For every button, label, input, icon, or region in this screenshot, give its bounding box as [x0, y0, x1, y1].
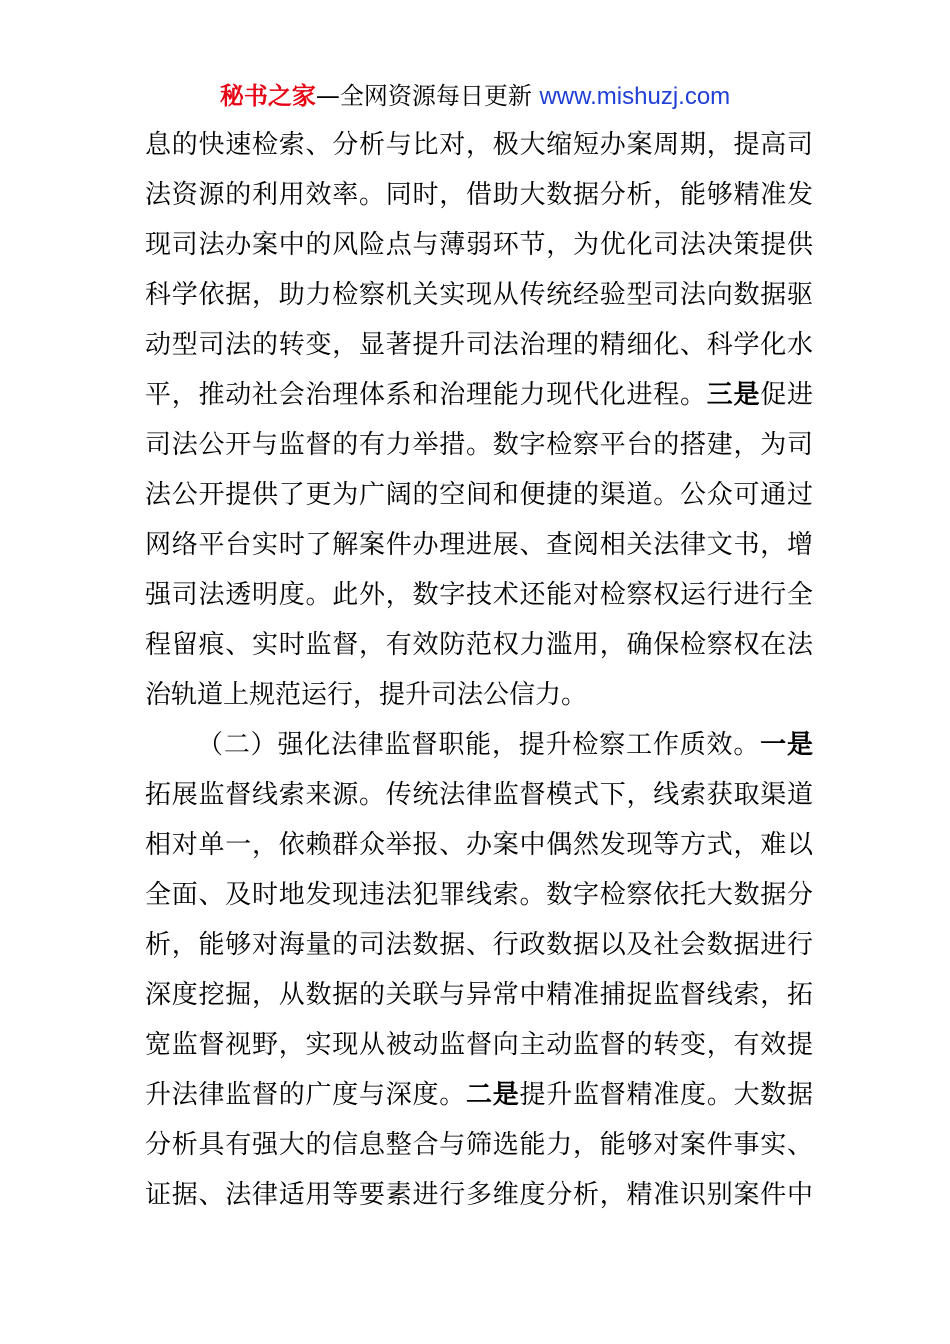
header-tagline: —全网资源每日更新: [315, 82, 540, 110]
text-line: 程留痕、实时监督，有效防范权力滥用，确保检察权在法: [145, 630, 813, 660]
point-two-marker: 二是: [465, 1080, 520, 1110]
text-line: 宽监督视野，实现从被动监督向主动监督的转变，有效提: [145, 1030, 813, 1060]
text-line-paragraph-end: 治轨道上规范运行，提升司法公信力。: [145, 680, 588, 710]
document-body: [145, 120, 813, 1220]
text-line: 法资源的利用效率。同时，借助大数据分析，能够精准发: [145, 180, 813, 210]
brand-name: 秘书之家: [219, 82, 316, 110]
text-line: 强司法透明度。此外，数字技术还能对检察权运行进行全: [145, 580, 813, 610]
text-line: 证据、法律适用等要素进行多维度分析，精准识别案件中: [145, 1180, 813, 1210]
text-line: 深度挖掘，从数据的关联与异常中精准捕捉监督线索，拓: [145, 980, 813, 1010]
point-one-marker: 一是: [760, 730, 813, 760]
text-line: 现司法办案中的风险点与薄弱环节，为优化司法决策提供: [145, 230, 813, 260]
text-line: 司法公开与监督的有力举措。数字检察平台的搭建，为司: [145, 430, 813, 460]
text-line: 全面、及时地发现违法犯罪线索。数字检察依托大数据分: [145, 880, 813, 910]
text-line: 平，推动社会治理体系和治理能力现代化进程。三是促进: [145, 380, 813, 410]
text-line: 网络平台实时了解案件办理进展、查阅相关法律文书，增: [145, 530, 813, 560]
text-line: 拓展监督线索来源。传统法律监督模式下，线索获取渠道: [145, 780, 813, 810]
site-header: [0, 78, 950, 115]
point-three-marker: 三是: [706, 380, 761, 410]
text-line: 科学依据，助力检察机关实现从传统经验型司法向数据驱: [145, 280, 813, 310]
text-line: 分析具有强大的信息整合与筛选能力，能够对案件事实、: [145, 1130, 813, 1160]
section-heading: （二）强化法律监督职能，提升检察工作质效。: [197, 730, 761, 760]
text-line: 升法律监督的广度与深度。二是提升监督精准度。大数据: [145, 1080, 813, 1110]
text-line: 动型司法的转变，显著提升司法治理的精细化、科学化水: [145, 330, 813, 360]
site-url-link[interactable]: www.mishuzj.com: [539, 83, 731, 110]
text-line: 息的快速检索、分析与比对，极大缩短办案周期，提高司: [145, 130, 813, 160]
text-line: 析，能够对海量的司法数据、行政数据以及社会数据进行: [145, 930, 813, 960]
text-line: 相对单一，依赖群众举报、办案中偶然发现等方式，难以: [145, 830, 813, 860]
section-heading-line: [145, 720, 813, 770]
text-line: 法公开提供了更为广阔的空间和便捷的渠道。公众可通过: [145, 480, 813, 510]
